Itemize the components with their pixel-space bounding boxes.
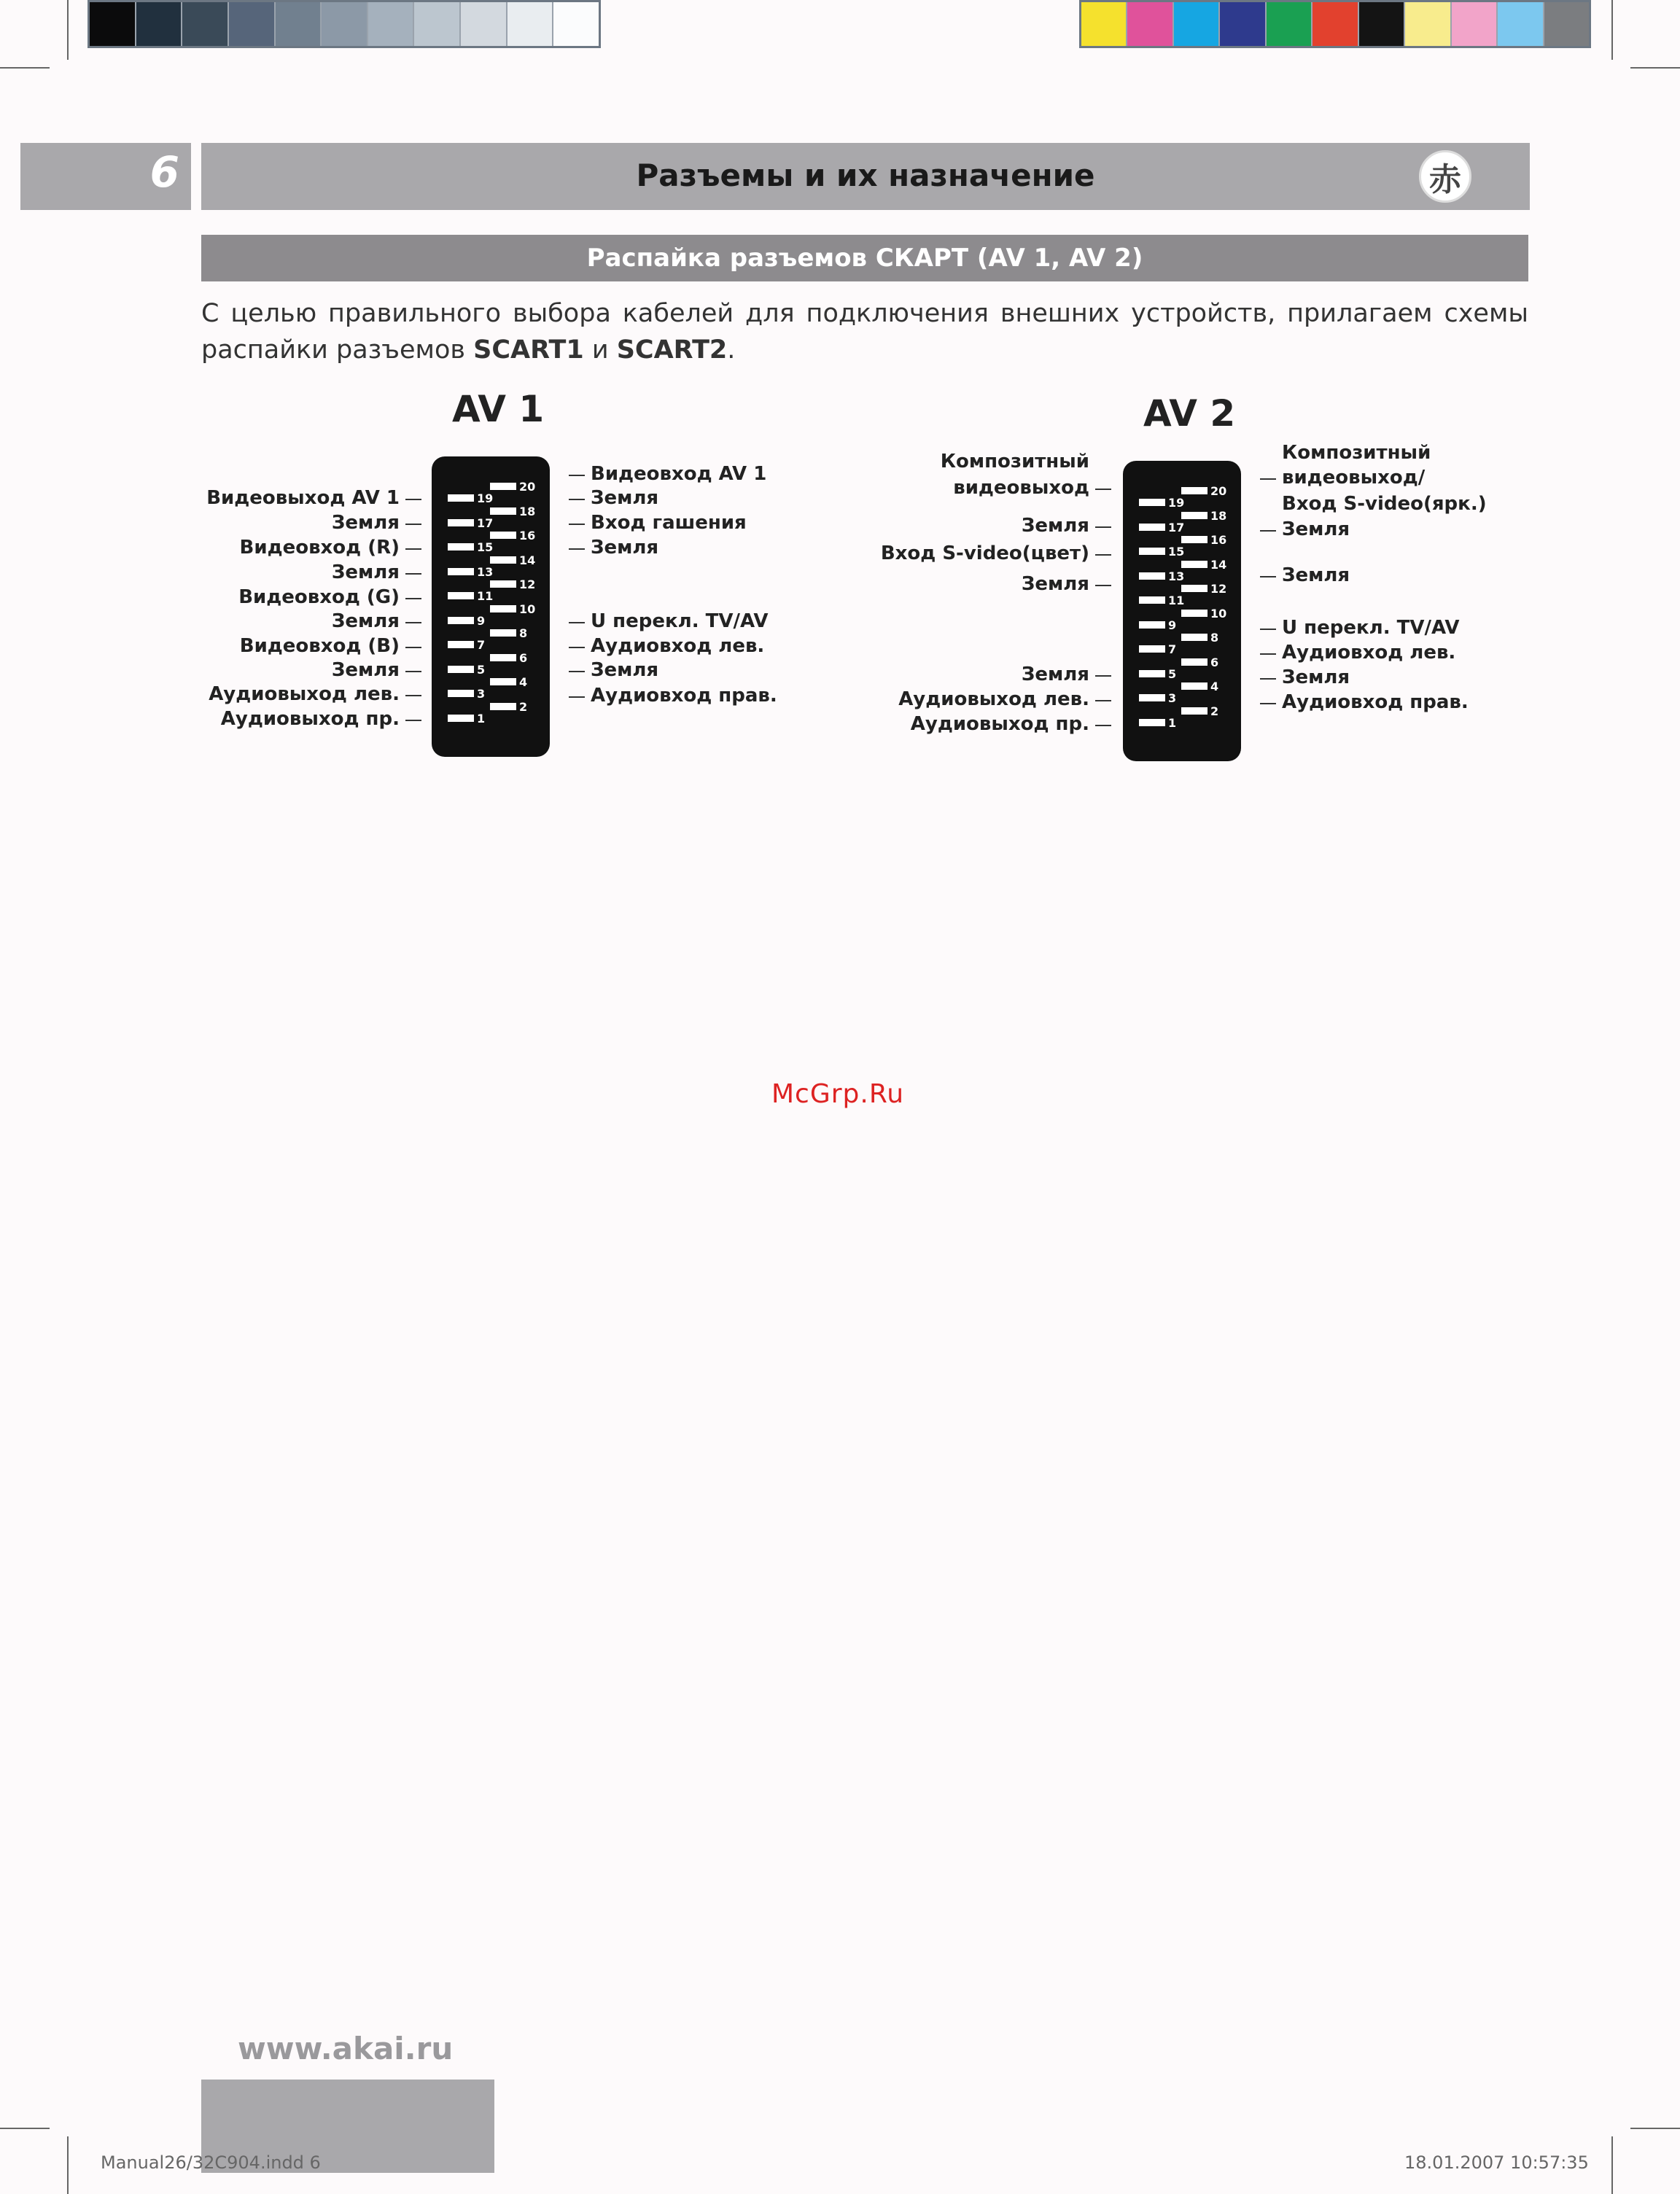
leader-line — [1260, 576, 1276, 577]
pin — [448, 568, 474, 575]
pin-label: U перекл. TV/AV — [1282, 617, 1460, 639]
pin-number: 6 — [1210, 655, 1219, 669]
crop-mark — [0, 2128, 50, 2129]
pin-number: 12 — [519, 577, 536, 591]
subsection-title: Распайка разъемов СКАРТ (AV 1, AV 2) — [586, 244, 1143, 273]
pin-label: Земля — [591, 659, 659, 681]
color-swatch — [1311, 2, 1357, 46]
pin — [1181, 610, 1208, 617]
pin-label: Композитный — [1282, 442, 1431, 464]
pin-label: Видеовыход AV 1 — [206, 487, 400, 509]
leader-line — [405, 622, 421, 623]
pin-label: Земля — [1021, 664, 1089, 685]
pin-number: 19 — [1168, 496, 1185, 510]
pin-number: 14 — [1210, 557, 1227, 572]
pin — [1139, 719, 1165, 726]
color-swatch — [1265, 2, 1311, 46]
date-slug: 18.01.2007 10:57:35 — [1404, 2152, 1589, 2173]
pin — [448, 666, 474, 673]
pin-label: Земля — [331, 561, 400, 583]
pin-label: Аудиовход прав. — [591, 685, 777, 707]
pin-label: Земля — [1282, 564, 1350, 586]
pin-number: 13 — [1168, 569, 1185, 583]
pin-number: 18 — [1210, 508, 1227, 523]
pin-number: 3 — [1168, 691, 1177, 705]
pin-number: 17 — [1168, 520, 1185, 534]
pin-label: Земля — [1021, 515, 1089, 537]
pin-number: 2 — [519, 699, 528, 714]
pin-label: Земля — [331, 512, 400, 534]
leader-line — [405, 647, 421, 648]
pin-label: Аудиовыход пр. — [220, 708, 400, 730]
pin-label: Видеовход (B) — [239, 635, 400, 657]
pin-number: 7 — [1168, 642, 1177, 656]
leader-line — [1095, 700, 1111, 701]
pin-number: 5 — [1168, 666, 1177, 681]
pin-label: Вход S-video(цвет) — [880, 542, 1089, 564]
pin-label: Видеовход AV 1 — [591, 463, 767, 485]
pin-number: 10 — [1210, 606, 1227, 621]
website-url: www.akai.ru — [238, 2031, 454, 2066]
pin-label: Аудиовход прав. — [1282, 691, 1469, 713]
pin-label: Вход гашения — [591, 512, 747, 534]
pin-number: 8 — [519, 626, 528, 640]
pin-label: Земля — [591, 537, 659, 559]
pin — [490, 580, 516, 588]
leader-line — [405, 573, 421, 575]
pin — [448, 494, 474, 502]
pin-number: 11 — [477, 589, 494, 603]
intro-text: С целью правильного выбора кабелей для подключения внешних устройств, прилагаем схемы распайки разъемов — [201, 299, 1528, 365]
pin-number: 7 — [477, 638, 486, 652]
pin-label: Аудиовыход лев. — [209, 683, 400, 705]
crop-mark — [1611, 2136, 1613, 2194]
color-swatch — [1172, 2, 1218, 46]
pin-label: Видеовход (R) — [239, 537, 400, 559]
pin-number: 16 — [519, 529, 536, 542]
pin — [1139, 621, 1165, 629]
pin — [490, 629, 516, 637]
color-swatch — [274, 2, 321, 46]
av2-title: AV 2 — [1143, 392, 1236, 435]
pin-label: Земля — [331, 610, 400, 632]
pin — [490, 678, 516, 685]
pin-number: 9 — [477, 613, 486, 628]
leader-line — [569, 499, 585, 500]
pin-label: Композитный — [940, 451, 1089, 472]
crop-mark — [0, 67, 50, 69]
pin — [448, 519, 474, 526]
crop-mark — [1630, 67, 1680, 69]
pin — [490, 654, 516, 661]
pin — [1181, 512, 1208, 519]
pin — [490, 507, 516, 515]
pin — [448, 592, 474, 599]
scart1-term: SCART1 — [473, 335, 584, 365]
crop-mark — [1611, 0, 1613, 60]
color-swatch — [228, 2, 274, 46]
color-swatch — [1358, 2, 1404, 46]
leader-line — [405, 598, 421, 599]
pin-number: 12 — [1210, 582, 1227, 596]
pin-label: видеовыход — [953, 477, 1089, 499]
pin-number: 11 — [1168, 594, 1185, 607]
color-swatch — [90, 2, 135, 46]
pin-label: Аудиовход лев. — [591, 635, 765, 657]
leader-line — [405, 499, 421, 500]
pin — [1139, 694, 1165, 701]
pin — [448, 690, 474, 697]
leader-line — [569, 548, 585, 550]
leader-line — [1095, 554, 1111, 556]
pin-number: 14 — [519, 553, 536, 567]
pin-number: 5 — [477, 662, 486, 677]
color-swatch — [367, 2, 413, 46]
pin — [448, 617, 474, 624]
pin-label: Земля — [1282, 518, 1350, 540]
pin-number: 9 — [1168, 618, 1177, 632]
leader-line — [1260, 530, 1276, 532]
pin-number: 16 — [1210, 533, 1227, 547]
intro-paragraph — [201, 295, 1528, 368]
brand-logo-icon: 赤 — [1419, 150, 1471, 203]
pin-number: 20 — [1210, 484, 1227, 498]
crop-mark — [1630, 2128, 1680, 2129]
pin — [1139, 572, 1165, 580]
pin-label: Земля — [1282, 666, 1350, 688]
color-swatch — [552, 2, 599, 46]
pin — [1139, 548, 1165, 555]
intro-end: . — [727, 335, 736, 365]
pin-number: 19 — [477, 491, 494, 505]
page-number: 6 — [149, 147, 179, 197]
pin-number: 1 — [1168, 715, 1177, 730]
av2-scart-connector — [1123, 461, 1241, 761]
leader-line — [1095, 585, 1111, 586]
pin-label: Земля — [331, 659, 400, 681]
pin-label: Аудиовыход лев. — [898, 688, 1089, 710]
leader-line — [1095, 526, 1111, 528]
av1-scart-connector — [432, 456, 550, 757]
pin — [448, 715, 474, 722]
pin — [1181, 487, 1208, 494]
color-swatch — [1450, 2, 1496, 46]
gray-calibration-bar — [88, 0, 601, 48]
crop-mark — [67, 2136, 69, 2194]
pin-number: 4 — [1210, 680, 1219, 693]
leader-line — [1260, 629, 1276, 630]
leader-line — [1095, 489, 1111, 490]
pin-number: 4 — [519, 675, 528, 689]
color-swatch — [1081, 2, 1126, 46]
color-swatch — [459, 2, 506, 46]
color-swatch — [320, 2, 367, 46]
pin-label: Земля — [591, 487, 659, 509]
watermark: McGrp.Ru — [771, 1079, 905, 1109]
page-title: Разъемы и их назначение — [636, 157, 1095, 193]
pin-number: 3 — [477, 687, 486, 701]
file-slug: Manual26/32C904.indd 6 — [101, 2152, 321, 2173]
pin — [1139, 524, 1165, 531]
pin — [1181, 634, 1208, 641]
leader-line — [1095, 725, 1111, 726]
leader-line — [405, 720, 421, 721]
leader-line — [1260, 478, 1276, 480]
color-swatch — [1218, 2, 1264, 46]
subsection-header — [201, 235, 1528, 281]
pin — [490, 532, 516, 539]
pin — [1181, 585, 1208, 592]
pin — [1181, 682, 1208, 690]
pin — [490, 605, 516, 612]
color-swatch — [1404, 2, 1450, 46]
leader-line — [1260, 703, 1276, 704]
leader-line — [569, 622, 585, 623]
color-swatch — [506, 2, 553, 46]
pin-number: 8 — [1210, 631, 1219, 645]
pin-number: 20 — [519, 480, 536, 494]
pin — [1181, 536, 1208, 543]
pin-number: 1 — [477, 711, 486, 726]
pin-label: Аудиовыход пр. — [910, 713, 1089, 735]
pin-number: 15 — [477, 540, 494, 554]
pin-label: видеовыход/ — [1282, 467, 1426, 489]
pin-number: 17 — [477, 516, 494, 530]
pin — [1139, 670, 1165, 677]
page-number-box — [20, 143, 191, 210]
intro-and: и — [583, 335, 617, 365]
pin — [490, 556, 516, 564]
pin — [448, 641, 474, 648]
leader-line — [1260, 653, 1276, 655]
pin-number: 18 — [519, 504, 536, 518]
leader-line — [569, 524, 585, 525]
pin-label: Видеовход (G) — [238, 586, 400, 608]
leader-line — [1095, 675, 1111, 677]
pin — [1139, 596, 1165, 604]
crop-mark — [67, 0, 69, 60]
pin — [1139, 645, 1165, 653]
section-header — [201, 143, 1530, 210]
leader-line — [569, 671, 585, 672]
pin-number: 2 — [1210, 704, 1219, 718]
color-calibration-bar — [1079, 0, 1591, 48]
pin-number: 15 — [1168, 545, 1185, 559]
pin — [1181, 561, 1208, 568]
pin — [490, 703, 516, 710]
pin — [1139, 499, 1165, 506]
leader-line — [569, 696, 585, 698]
leader-line — [405, 524, 421, 525]
av1-title: AV 1 — [452, 388, 545, 430]
leader-line — [405, 695, 421, 696]
color-swatch — [413, 2, 459, 46]
pin-label: Земля — [1021, 573, 1089, 595]
pin — [490, 483, 516, 490]
leader-line — [569, 647, 585, 648]
color-swatch — [1126, 2, 1172, 46]
color-swatch — [181, 2, 228, 46]
color-swatch — [135, 2, 182, 46]
pin-number: 10 — [519, 602, 536, 616]
scart2-term: SCART2 — [616, 335, 728, 365]
leader-line — [569, 475, 585, 476]
color-swatch — [1496, 2, 1542, 46]
pin — [1181, 707, 1208, 715]
leader-line — [405, 548, 421, 550]
pin-number: 13 — [477, 564, 494, 579]
pin-label: U перекл. TV/AV — [591, 610, 769, 632]
pin — [1181, 658, 1208, 666]
pin-number: 6 — [519, 650, 528, 665]
leader-line — [1260, 678, 1276, 680]
pin-label: Вход S-video(ярк.) — [1282, 493, 1487, 515]
pin — [448, 543, 474, 551]
pin-label: Аудиовход лев. — [1282, 642, 1456, 664]
color-swatch — [1543, 2, 1589, 46]
leader-line — [405, 671, 421, 672]
